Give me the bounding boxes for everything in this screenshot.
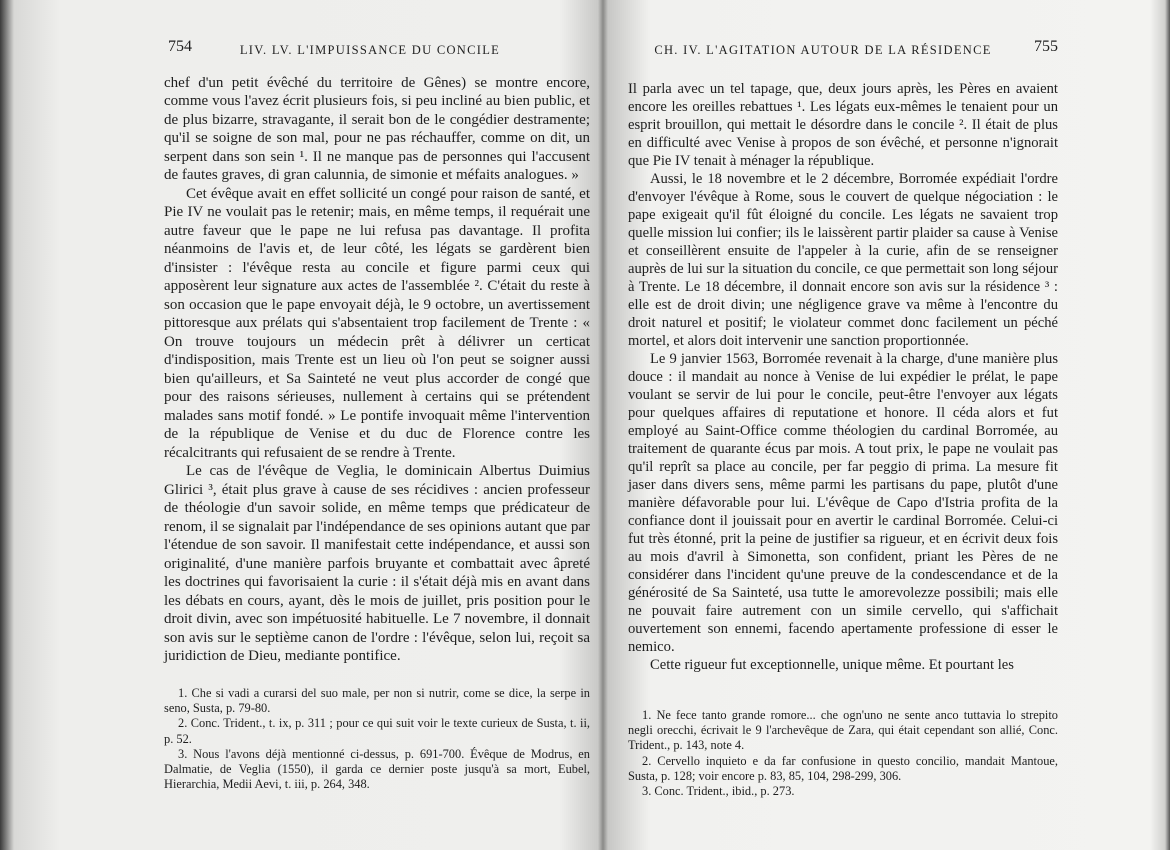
paragraph: chef d'un petit évêché du territoire de Gênes) se montre encore, comme vous l'avez écrit plusieurs fois, si peu incliné au bien public, et de plus bizarre, stravagante, il serait bon de le congédier destramente; qu'il se soigne de son mal, pour ne pas réchauffer, comme on dit, un serpent dans son sein ¹. Il ne manque pas de personnes qui l'accusent de fautes graves, di gran calunnia, de simonie et méfaits analogues. » [164, 75, 590, 184]
paragraph: Le cas de l'évêque de Veglia, le dominicain Albertus Duimius Glirici ³, était plus grave à cause de ses récidives : ancien professeur de théologie d'un savoir solide, en même temps que prédicateur de renom, il se signalait par l'indépendance de ses opinions autant que par l'étendue de son savoir. Il manifestait cette indépendance, et aussi son originalité, d'une manière parfois bruyante et combattait avec âpreté les doctrines qui favorisaient la curie : il s'était déjà mis en avant dans les débats en cours, ayant, dès le mois de juillet, pris position pour le droit divin, avec son impétuosité habituelle. Le 7 novembre, il donnait son avis sur le septième canon de l'ordre : l'évêque, selon lui, reçoit sa juridiction de Dieu, mediante pontifice. [164, 463, 590, 665]
left-page [150, 0, 590, 850]
running-head [150, 40, 590, 60]
footnote: 1. Che si vadi a curarsi del suo male, per non si nutrir, come se dice, la serpe in seno, Susta, p. 79-80. [164, 686, 590, 716]
footnotes [164, 686, 590, 792]
footnote: 3. Conc. Trident., ibid., p. 273. [642, 784, 795, 799]
running-head [628, 40, 1058, 60]
body-text [628, 80, 1058, 674]
paragraph: Il parla avec un tel tapage, que, deux jours après, les Pères en avaient encore les oreilles rebattues ¹. Les légats eux-mêmes le tenaient pour un esprit brouillon, qui mettait le désordre dans le concile ². Il était de plus en difficulté avec Venise à propos de son évêché, et personne n'ignorait que Pie IV tenait à ménager la république. [628, 81, 1058, 169]
footnotes [628, 708, 1058, 799]
page-number: 754 [168, 38, 192, 55]
right-page [628, 0, 1058, 850]
body-text [164, 74, 590, 666]
paragraph: Le 9 janvier 1563, Borromée revenait à la charge, d'une manière plus douce : il mandait au nonce à Venise de lui expédier le prélat, le pape voulant se servir de lui pour le concile, peut-être l'envoyer aux légats pour quelques affaires di reputatione et honore. Il céda alors et fut employé au Saint-Office comme théologien du cardinal Borromée, au traitement de quarante écus par mois. A tout prix, le pape ne voulait pas qu'il reprît sa place au concile, per far peggio di prima. La mesure fit jaser dans divers sens, même parmi les partisans du pape, plutôt d'une manière défavorable pour lui. L'évêque de Capo d'Istria profita de la confiance dont il jouissait pour en avertir le cardinal Borromée. Celui-ci fut très étonné, prit la peine de justifier sa rigueur, et en écrivit deux fois au mois d'avril à Simonetta, son confident, priant les Pères de ne considérer dans l'incident qu'une preuve de la condescendance et de la générosité de Sa Sainteté, usa tutte le amorevolezze possibili; mais elle ne pouvait faire autrement con un simile cervello, qui s'affichait ouvertement son ennemi, facendo apertamente professione di esser le nemico. [628, 351, 1058, 655]
footnote: 1. Ne fece tanto grande romore... che ogn'uno ne sente anco tuttavia lo strepito negli orecchi, écrivait le 9 l'archevêque de Zara, qui était cependant son allié, Conc. Trident., p. 143, note 4. [628, 708, 1058, 753]
footnote: 3. Nous l'avons déjà mentionné ci-dessus, p. 691-700. Évêque de Modrus, en Dalmatie, de Veglia (1550), il garda ce dernier poste jusqu'à sa mort, Eubel, Hierarchia, Medii Aevi, t. iii, p. 264, 348. [164, 746, 590, 792]
paragraph: Cet évêque avait en effet sollicité un congé pour raison de santé, et Pie IV ne voulait pas le retenir; mais, en même temps, il requérait une autre faveur que le pape ne lui refusa pas davantage. Il profita néanmoins de l'avis et, de leur côté, les légats se gardèrent bien d'insister : l'évêque resta au concile et figure parmi ceux qui apposèrent leur signature aux actes de l'assemblée ². C'était du reste à son occasion que le pape envoyait déjà, le 9 octobre, un avertissement pittoresque aux prélats qui s'absentaient trop facilement de Trente : « On trouve toujours un médecin prêt à délivrer un certicat d'indisposition, mais Trente est un lieu où l'on peut se soigner aussi bien qu'ailleurs, et Sa Sainteté ne veut plus accorder de congé que pour des raisons sérieuses, nullement à certains qui se prétendent malades sans motif fondé. » Le pontife invoquait même l'intervention de la république de Venise et du duc de Florence contre les récalcitrants qui refusaient de se rendre à Trente. [164, 185, 590, 461]
page-number: 755 [1034, 38, 1058, 55]
footnote: 2. Conc. Trident., t. ix, p. 311 ; pour ce qui suit voir le texte curieux de Susta, t. ii, p. 52. [164, 716, 590, 746]
paragraph: Aussi, le 18 novembre et le 2 décembre, Borromée expédiait l'ordre d'envoyer l'évêque à Rome, sous le couvert de quelque négociation : le pape exigeait qu'il fût éloigné du concile. Les légats ne savaient trop quelle mission lui confier; ils le laissèrent partir plaider sa cause à Venise et conseillèrent ensuite de l'appeler à la curie, afin de se renseigner auprès de lui sur la situation du concile, ce que permettait son long séjour à Trente. Le 18 décembre, il donnait encore son avis sur la résidence ³ : elle est de droit divin; une négligence grave va même à l'encontre du droit naturel et positif; le violateur commet donc facilement un péché mortel, et alors doit intervenir une sanction proportionnée. [628, 171, 1058, 349]
running-head-title: LIV. LV. L'IMPUISSANCE DU CONCILE [239, 43, 501, 57]
footnote: 2. Cervello inquieto e da far confusione in questo concilio, mandait Mantoue, Susta, p. 128; voir encore p. 83, 85, 104, 298-299, 306. [628, 753, 1058, 783]
running-head-title: CH. IV. L'AGITATION AUTOUR DE LA RÉSIDENCE [654, 43, 992, 57]
paragraph: Cette rigueur fut exceptionnelle, unique même. Et pourtant les [650, 657, 1014, 673]
